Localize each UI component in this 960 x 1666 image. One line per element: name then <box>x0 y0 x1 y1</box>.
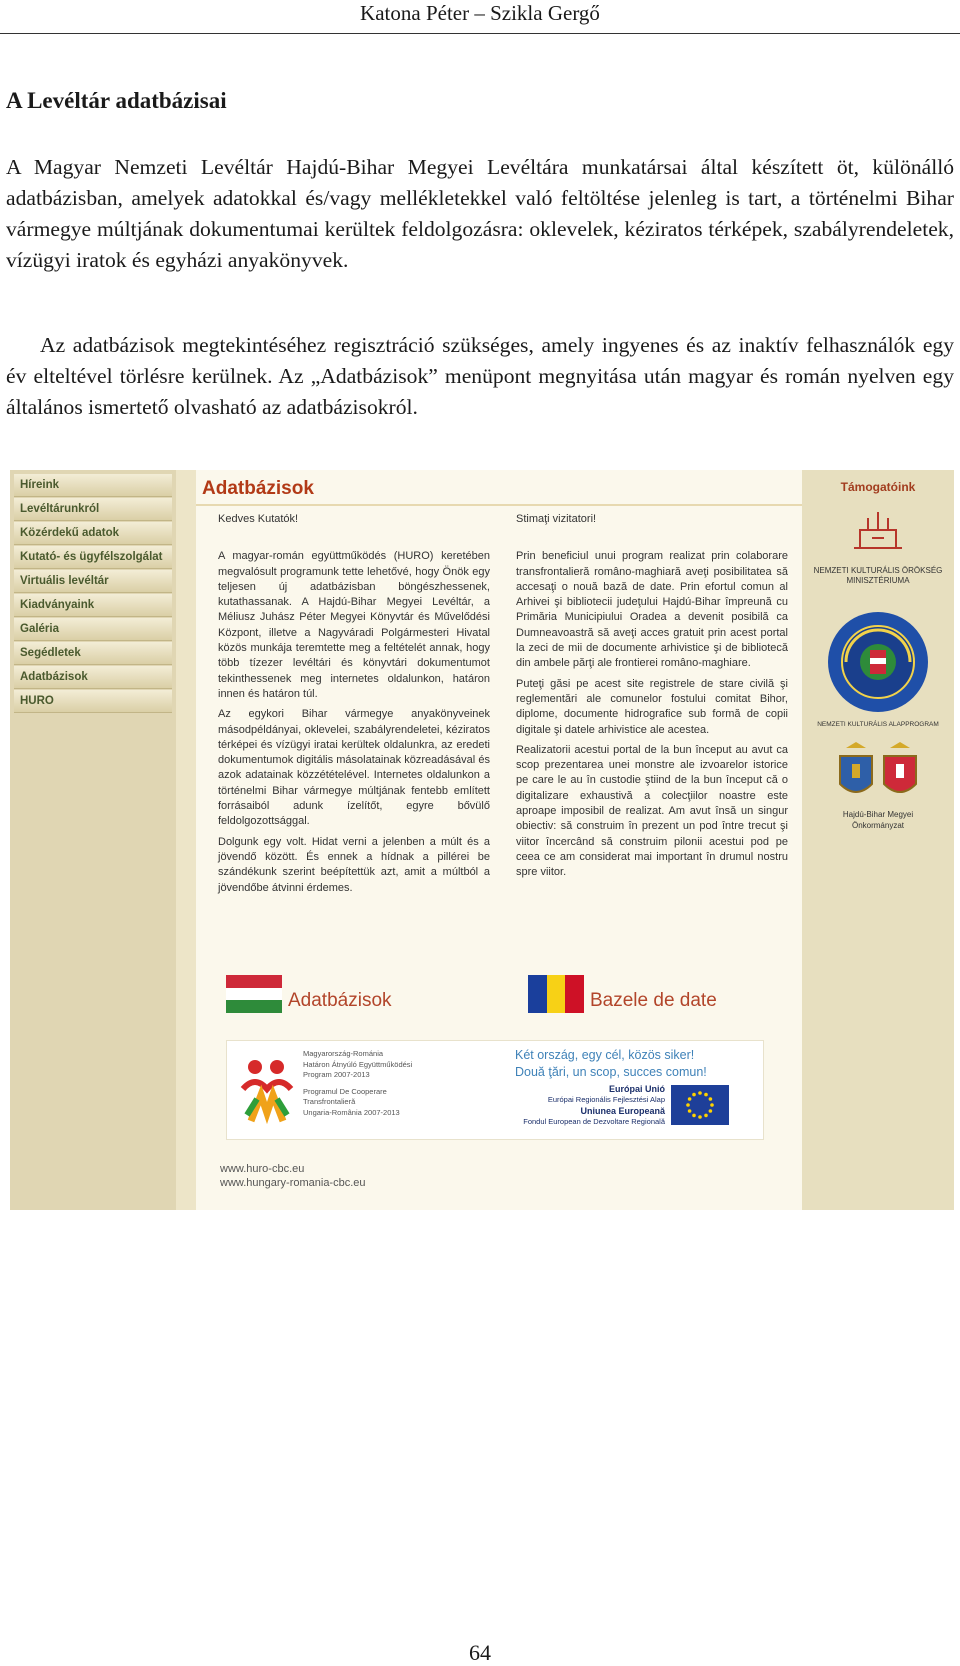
body-paragraph: A Magyar Nemzeti Levéltár Hajdú-Bihar Megyei Levéltára munkatársai által készített öt, különálló adatbázisban, amelyek adatokkal és/vagy mellékletekkel való feltöltése jelenleg is tart, a történelmi Bihar vármegye múltjának dokumentumai kerültek feldolgozásra: oklevelek, kéziratos térképek, szabályrendeletek, vízügyi iratok és egyházi anyakönyvek. <box>6 155 954 272</box>
program-slogan <box>515 1047 707 1081</box>
romanian-flag-icon <box>528 975 584 1013</box>
ministry-caption: NEMZETI KULTURÁLIS ÖRÖKSÉG MINISZTÉRIUMA <box>813 566 943 585</box>
ro-paragraph: Puteţi găsi pe acest site registrele de stare civilă şi reglementări ale comunelor fostului comitat Bihor, diplome, documente hidrografice sub formă de copii digitale şi datele arhivistice ale acestea. <box>516 677 788 736</box>
eu-name-hu: Európai Unió <box>609 1084 665 1094</box>
huro-program-logo-icon <box>237 1055 297 1125</box>
program-line: Magyarország-Románia <box>303 1049 384 1058</box>
nav-item-kozerdeku-adatok[interactable]: Közérdekű adatok <box>14 522 172 545</box>
eu-block <box>497 1041 757 1139</box>
footer-link[interactable]: www.hungary-romania-cbc.eu <box>220 1177 366 1189</box>
hu-paragraph: Dolgunk egy volt. Hidat verni a jelenben a múlt és a jövendő között. És ennek a hídnak a pillérei be szándékunk szerint beépítettük azt, amit a múltból a jövendőbe átvinni érdemes. <box>218 835 490 894</box>
nav-item-kutato-ugyfelszolgalat[interactable]: Kutató- és ügyfélszolgálat <box>14 546 172 569</box>
running-head: Katona Péter – Szikla Gergő <box>360 1 600 25</box>
program-line: Ungaria-România 2007-2013 <box>303 1107 400 1117</box>
ministry-logo-icon[interactable] <box>848 508 908 560</box>
romanian-column <box>516 512 788 886</box>
nav-item-leveltarunkrol[interactable]: Levéltárunkról <box>14 498 172 521</box>
slogan-ro: Două ţări, un scop, succes comun! <box>515 1065 707 1079</box>
content-title-rule <box>196 504 802 506</box>
footer-links <box>220 1162 366 1190</box>
sponsors-title: Támogatóink <box>840 480 916 494</box>
hu-paragraph: A magyar-román együttműködés (HURO) keretében megvalósult programunk tette lehetővé, hogy Önök egy teljesen új adatbázisban böngészhessenek, kutathassanak. A Hajdú-Bihar Megyei Levéltár, a Méliusz Juhász Péter Megyei Könyvtár és Művelődési Központ, illetve a Nagyváradi Polgármesteri Hivatal közös munkája teremtette meg a feltételét annak, hogy több tízezer levéltári és könyvtári dokumentumot tekinthessenek meg internetes oldalunkon, határon innen és határon túl. <box>218 550 490 700</box>
nav-item-segedletek[interactable]: Segédletek <box>14 642 172 665</box>
hungarian-flag-icon <box>226 975 282 1013</box>
eu-name-ro: Uniunea Europeană <box>580 1106 665 1116</box>
nav-item-hireink[interactable]: Híreink <box>14 474 172 497</box>
program-name <box>303 1049 478 1118</box>
footer-link[interactable]: www.huro-cbc.eu <box>220 1163 305 1175</box>
nav-item-virtualis-leveltar[interactable]: Virtuális levéltár <box>14 570 172 593</box>
page-number: 64 <box>469 1640 491 1665</box>
side-navigation <box>10 470 176 1210</box>
ro-paragraph: Prin beneficiul unui program realizat prin colaborare transfrontalieră româno-maghiară aveţi posibilitatea să accesaţi o nouă bază de date. Prin efortul comun al Arhivei şi bibliotecii judeţului Hajdú-Bihar împreună cu Primăria Municipiului Oradea a devenit posibilă ca Dumneavoastră să aveţi acces gratuit prin acest portal la zeci de mii de documente arhivistice şi de bibliotecă din ambele părţi ale frontierei româno-maghiare. <box>516 550 788 670</box>
section-title: A Levéltár adatbázisai <box>6 88 227 113</box>
hu-paragraph: Az egykori Bihar vármegye anyakönyveinek másodpéldányai, oklevelei, szabályrendeletei, kéziratos térképei és vízügyi iratai kerültek oldalunkra, az eredeti dokumentumok digitális másolatainak közreadásával és azok adatainak közzétételével. Internetes oldalunkon a történelmi Bihar vármegye múltjának fentebb említett forrásaiból adunk ízelítőt, egyre bővülő feldolgozottsággal. <box>218 708 490 828</box>
nav-item-kiadvanyaink[interactable]: Kiadványaink <box>14 594 172 617</box>
header-rule <box>0 33 960 34</box>
county-coat-of-arms-icon[interactable] <box>832 742 924 804</box>
hungarian-column <box>218 512 490 901</box>
romanian-database-label: Bazele de date <box>590 990 717 1011</box>
nav-item-adatbazisok[interactable]: Adatbázisok <box>14 666 172 689</box>
nav-item-huro[interactable]: HURO <box>14 690 172 713</box>
content-title: Adatbázisok <box>202 478 314 499</box>
county-caption: Önkormányzat <box>851 821 905 830</box>
database-page-screenshot <box>10 470 954 1210</box>
eu-fund-ro: Fondul European de Dezvoltare Regională <box>523 1117 665 1126</box>
hungarian-database-link[interactable] <box>226 975 392 1013</box>
program-line: Határon Átnyúló Együttműködési <box>303 1059 413 1069</box>
eu-funding-text <box>515 1083 665 1127</box>
romanian-database-link[interactable] <box>528 975 717 1013</box>
body-paragraph: Az adatbázisok megtekintéséhez regisztráció szükséges, amely ingyenes és az inaktív felhasználók egy év elteltével törlésre kerülnek. Az „Adatbázisok” menüpont megnyitása után magyar és román nyelven egy általános ismertető olvasható az adatbázisokról. <box>6 333 954 419</box>
program-line: Transfrontalieră <box>303 1097 356 1106</box>
sponsors-sidebar <box>802 470 954 1210</box>
hungarian-database-label: Adatbázisok <box>288 990 392 1011</box>
program-line: Program 2007-2013 <box>303 1070 370 1079</box>
greeting-ro: Stimaţi vizitatori! <box>516 513 597 525</box>
nka-seal-icon[interactable] <box>826 610 930 714</box>
slogan-hu: Két ország, egy cél, közös siker! <box>515 1048 695 1062</box>
program-line: Programul De Cooperare <box>303 1086 387 1096</box>
eu-fund-hu: Európai Regionális Fejlesztési Alap <box>547 1095 665 1104</box>
nav-item-galeria[interactable]: Galéria <box>14 618 172 641</box>
greeting-hu: Kedves Kutatók! <box>218 513 299 525</box>
nka-caption: NEMZETI KULTURÁLIS ALAPPROGRAM <box>817 721 939 728</box>
eu-flag-icon <box>671 1085 729 1125</box>
county-caption: Hajdú-Bihar Megyei <box>842 810 914 819</box>
huro-program-banner[interactable] <box>226 1040 764 1140</box>
content-area <box>196 470 802 1210</box>
ro-paragraph: Realizatorii acestui portal de la bun început au avut ca scop prezentarea unei monstre ale izvoarelor istorice pe care le au în custodie ştiind de la bun început că o digitalizare exhaustivă a colecţiilor noastre este aproape imposibil de realizat. Am avut însă un singur obiectiv: să construim în prezent un pod între trecut şi viitor încercând să construim pilonii acestui pod pe ceea ce am considerat mai important în drumul nostru spre viitor. <box>516 743 788 879</box>
huro-logo-block <box>227 1041 482 1139</box>
